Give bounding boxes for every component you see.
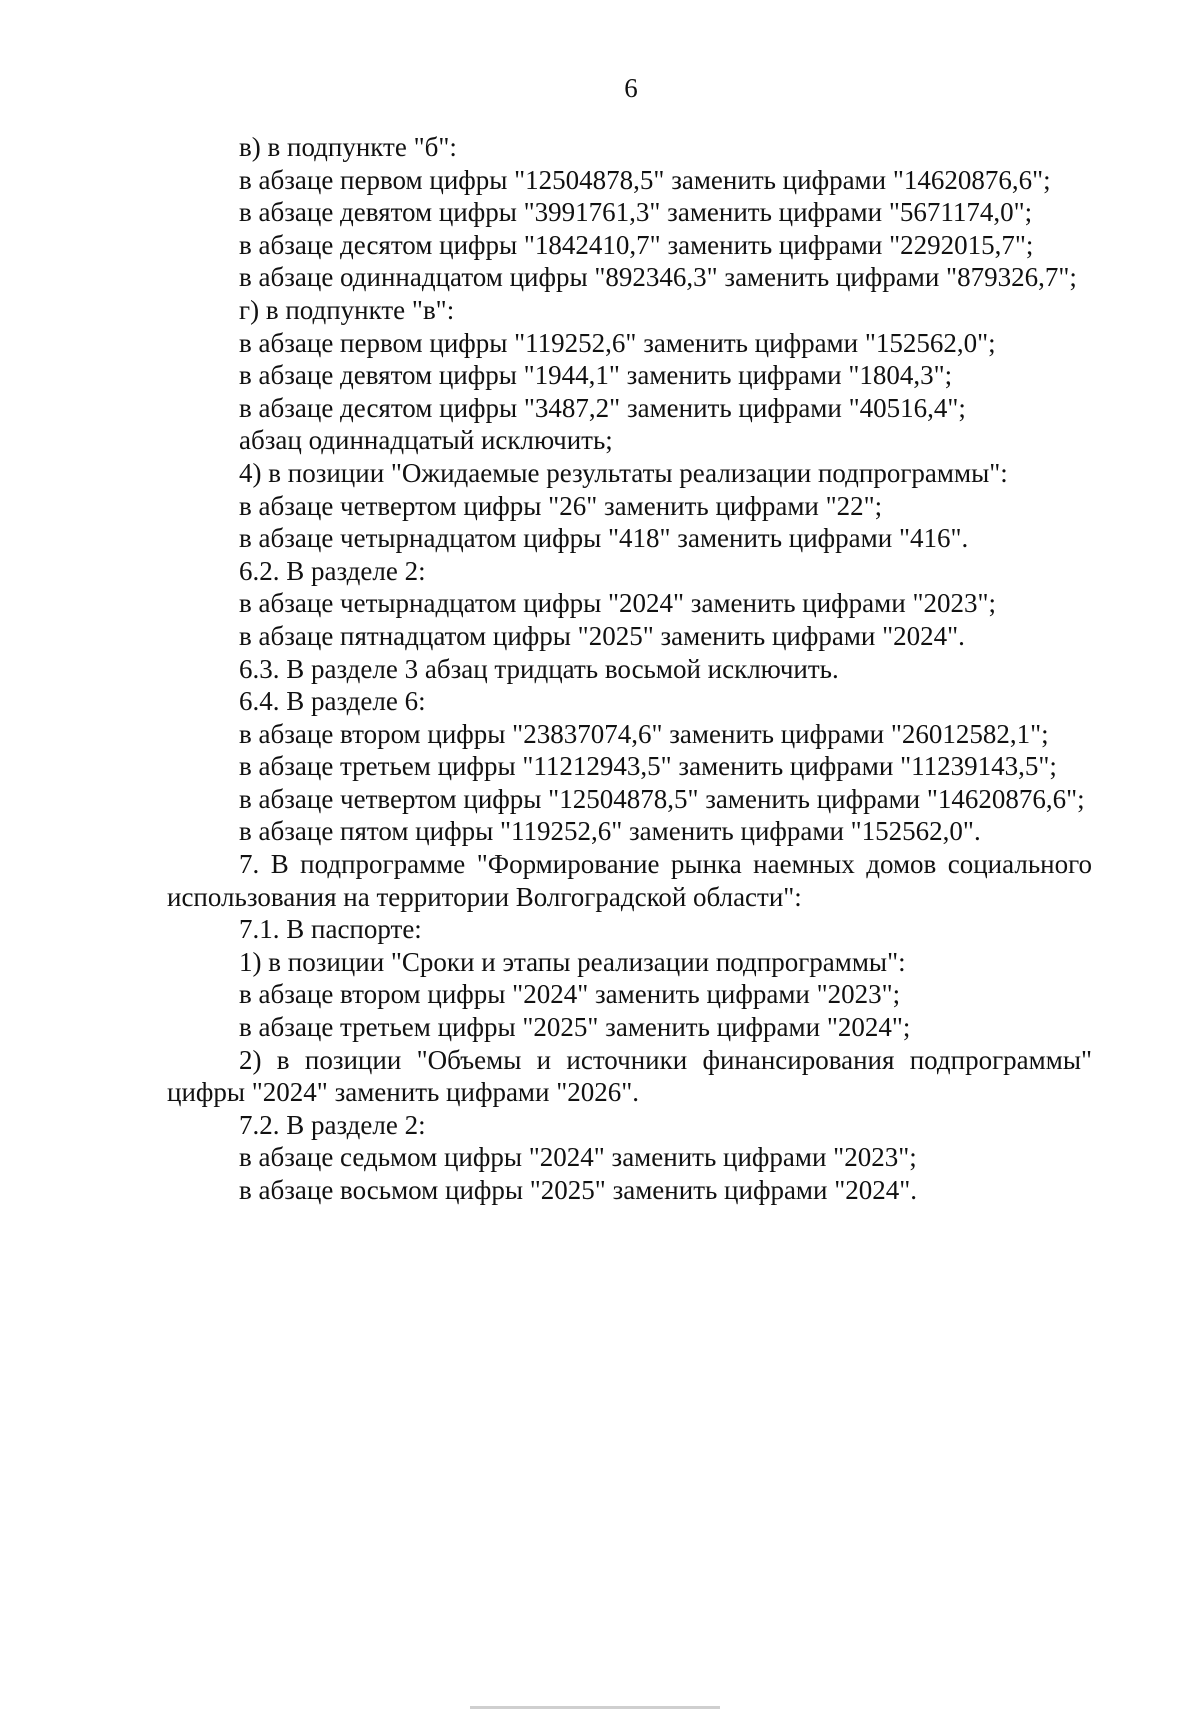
paragraph: в абзаце пятом цифры "119252,6" заменить цифрами "152562,0".	[239, 816, 981, 847]
paragraph: в абзаце одиннадцатом цифры "892346,3" заменить цифрами "879326,7";	[239, 262, 1077, 293]
paragraph: в абзаце девятом цифры "1944,1" заменить цифрами "1804,3";	[239, 360, 953, 391]
paragraph: в абзаце первом цифры "119252,6" заменить цифрами "152562,0";	[239, 327, 996, 358]
paragraph: 4) в позиции "Ожидаемые результаты реализации подпрограммы":	[239, 457, 1008, 488]
paragraph: 7.1. В паспорте:	[239, 914, 422, 945]
paragraph: 6.3. В разделе 3 абзац тридцать восьмой исключить.	[239, 653, 839, 684]
paragraph: в абзаце четвертом цифры "26" заменить цифрами "22";	[239, 490, 883, 521]
document-body	[167, 131, 1092, 1207]
paragraph: в абзаце втором цифры "23837074,6" заменить цифрами "26012582,1";	[239, 718, 1049, 749]
paragraph: в абзаце третьем цифры "2025" заменить цифрами "2024";	[239, 1012, 911, 1043]
paragraph: в абзаце четырнадцатом цифры "2024" заменить цифрами "2023";	[239, 588, 996, 619]
paragraph: в абзаце втором цифры "2024" заменить цифрами "2023";	[239, 979, 901, 1010]
scan-edge-divider	[470, 1706, 720, 1709]
paragraph: в абзаце седьмом цифры "2024" заменить цифрами "2023";	[239, 1142, 917, 1173]
paragraph: 2) в позиции "Объемы и источники финансирования подпрограммы" цифры "2024" заменить цифрами "2026".	[167, 1044, 1092, 1108]
paragraph: г) в подпункте "в":	[239, 294, 455, 325]
paragraph: 6.4. В разделе 6:	[239, 686, 426, 717]
paragraph: в абзаце десятом цифры "3487,2" заменить цифрами "40516,4";	[239, 392, 966, 423]
paragraph: в абзаце четырнадцатом цифры "418" заменить цифрами "416".	[239, 523, 969, 554]
paragraph: в абзаце десятом цифры "1842410,7" заменить цифрами "2292015,7";	[239, 229, 1034, 260]
paragraph: 1) в позиции "Сроки и этапы реализации подпрограммы":	[239, 946, 906, 977]
paragraph: абзац одиннадцатый исключить;	[239, 425, 613, 456]
page-number: 6	[624, 73, 638, 103]
paragraph: в абзаце девятом цифры "3991761,3" заменить цифрами "5671174,0";	[239, 197, 1033, 228]
paragraph: в абзаце третьем цифры "11212943,5" заменить цифрами "11239143,5";	[239, 751, 1057, 782]
paragraph: в) в подпункте "б":	[239, 132, 457, 162]
paragraph: в абзаце восьмом цифры "2025" заменить цифрами "2024".	[239, 1175, 918, 1205]
paragraph: в абзаце первом цифры "12504878,5" заменить цифрами "14620876,6";	[239, 164, 1051, 195]
paragraph: 7.2. В разделе 2:	[239, 1109, 426, 1140]
paragraph: 7. В подпрограмме "Формирование рынка наемных домов социального использования на территории Волгоградской области":	[167, 849, 1092, 912]
paragraph: 6.2. В разделе 2:	[239, 555, 426, 586]
paragraph: в абзаце четвертом цифры "12504878,5" заменить цифрами "14620876,6";	[239, 783, 1085, 814]
paragraph: в абзаце пятнадцатом цифры "2025" заменить цифрами "2024".	[239, 620, 965, 651]
